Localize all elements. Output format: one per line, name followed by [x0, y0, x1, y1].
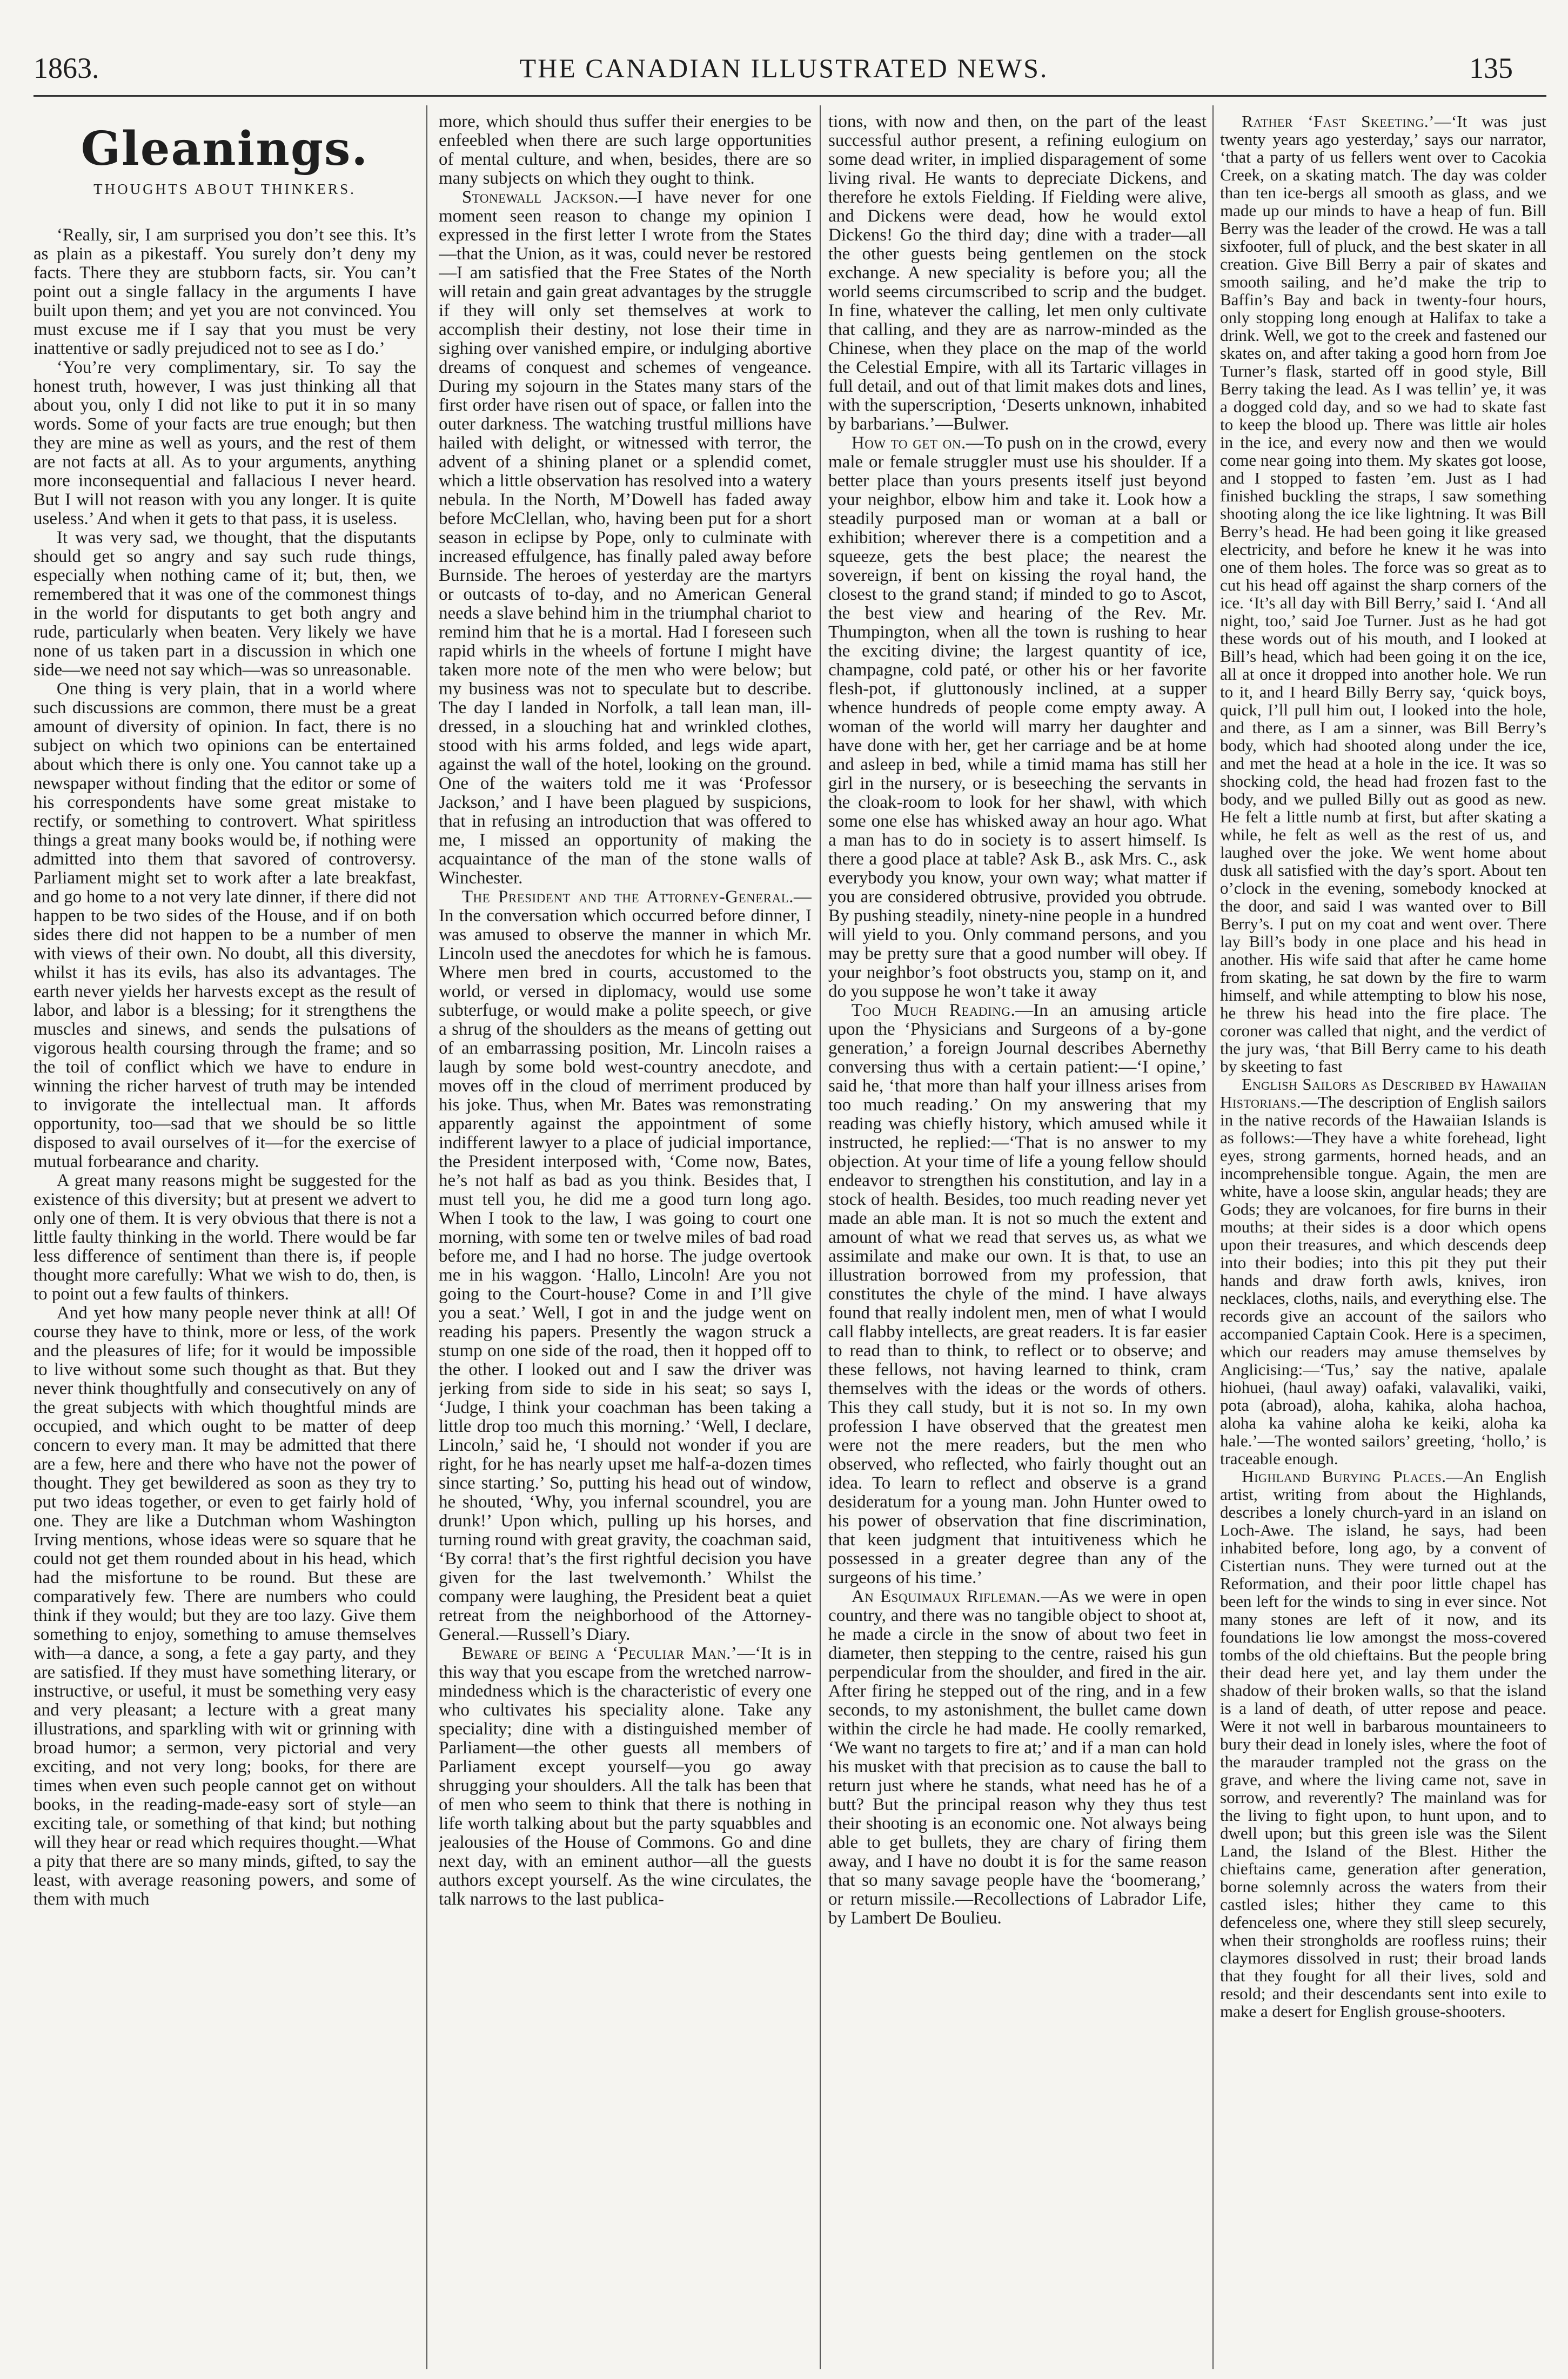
article-paragraph	[1220, 112, 1546, 1075]
article-text: ‘Really, sir, I am surprised you don’t see this. It’s as plain as a pikestaff. You surely don’t deny my facts. There they are stubborn facts, sir. You can’t point out a single fallacy in the arguments I have built upon them; and yet you are not convinced. You must excuse me if I say that you must be very inattentive or sadly prejudiced not to see as I do.’	[33, 225, 416, 358]
article-text: —An English artist, writing from about the Highlands, describes a lonely church-yard in an island on Loch-Awe. The island, he says, had been inhabited before, long ago, by a convent of Cistertian nuns. They were turned out at the Reformation, and their poor little chapel has been left for the winds to sing in ever since. Not many stones are left of it now, and its foundations lie low amongst the moss-covered tombs of the old chieftains. But the people bring their dead here yet, and lay them under the shadow of their broken walls, so that the island is a land of death, of utter repose and peace. Were it not well in barbarous mountaineers to bury their dead in lonely isles, where the foot of the marauder trampled not the grass on the grave, and where the living came not, save in sorrow, and reverently? The mainland was for the living to fight upon, to hunt upon, and to dwell upon; but this green isle was the Silent Land, the Island of the Blest. Hither the chieftains came, generation after generation, borne solemnly across the waters from their castled isles; hither they came to this defenceless one, where they still sleep securely, when their strongholds are roofless ruins; their claymores dissolved in rust; their broad lands that they fought for all their lives, sold and resold; and their descendants sent into exile to make a desert for English grouse-shooters.	[1220, 1467, 1546, 2021]
issue-year: 1863.	[33, 52, 99, 84]
article-text: One thing is very plain, that in a world where such discussions are common, there must be a great amount of diversity of opinion. In fact, there is no subject on which two opinions can be entertained about which there is only one. You cannot take up a newspaper without finding that the editor or some of his correspondents have some great mistake to rectify, or something to controvert. What spiritless things a great many books would be, if nothing were admitted into them that savored of controversy. Parliament might set to work after a late breakfast, and go home to a not very late dinner, if there did not happen to be two sides of the House, and if on both sides there did not happen to be a number of men with views of their own. No doubt, all this diversity, whilst it has its evils, has also its advantages. The earth never yields her harvests except as the result of labor, and labor is a blessing; for it strengthens the muscles and sinews, and sends the pulsations of vigorous health coursing through the frame; and so the toil of conflict which we have to endure in winning the richer harvest of truth may be intended to invigorate the intellectual man. It affords opportunity, too—sad that we should be so little disposed to avail ourselves of it—for the exercise of mutual forbearance and charity.	[33, 679, 416, 1171]
section-title: Gleanings.	[81, 122, 369, 176]
article-heading: Too Much Reading.	[851, 1001, 1016, 1020]
article-text: And yet how many people never think at all! Of course they have to think, more or less, of the work and the pleasures of life; for it would be impossible to live without some such thought as that. But they never think thoughtfully and consecutively on any of the great subjects with which thoughtful minds are occupied, and which ought to be matter of deep concern to every man. It may be admitted that there are a few, here and there who have not the power of thought. They get bewildered as soon as they try to put two ideas together, or even to get fairly hold of one. They are like a Dutchman whom Washington Irving mentions, whose ideas were so square that he could not get them rounded about in his head, which had the misfortune to be round. But these are comparatively few. There are numbers who could think if they would; but they are too lazy. Give them something to enjoy, something to amuse themselves with—a dance, a song, a fete a gay party, and they are satisfied. If they must have something literary, or instructive, or useful, it must be something very easy and very pleasant; a lecture with a great many illustrations, and sparkling with wit or grinning with broad humor; a sermon, very pictorial and very exciting, and not very long; books, for there are times when even such people cannot get on without books, in the reading-made-easy sort of style—an exciting tale, or something of that kind; but nothing will they hear or read which requires thought.—What a pity that there are so many minds, gifted, to say the least, with average reasoning powers, and some of them with much	[33, 1303, 416, 1909]
article-paragraph	[33, 528, 416, 680]
article-text: tions, with now and then, on the part of the least successful author present, a refining eulogium on some dead writer, in implied disparagement of some living rival. He wants to depreciate Dickens, and therefore he extols Fielding. If Fielding were alive, and Dickens were dead, how he would extol Dickens! Go the third day; dine with a trader—all the other guests being gentlemen on the stock exchange. A new speciality is before you; all the world seems circumscribed to scrip and the budget. In fine, whatever the calling, let men only cultivate that calling, and they are as narrow-minded as the Chinese, when they place on the map of the world the Celestial Empire, with all its Tartaric villages in full detail, and out of that limit makes dots and lines, with the superscription, ‘Deserts unknown, inhabited by barbarians.’—Bulwer.	[828, 112, 1207, 434]
column-4	[1220, 108, 1546, 2376]
article-text: It was very sad, we thought, that the disputants should get so angry and say such rude things, especially when nothing came of it; but, then, we remembered that it was one of the commonest things in the world for disputants to get both angry and rude, particularly when beaten. Very likely we have none of us taken part in a discussion in which one side—we need not say which—was so unreasonable.	[33, 528, 416, 680]
article-heading: Beware of being a ‘Peculiar Man.’	[461, 1644, 738, 1663]
article-paragraph	[439, 188, 812, 888]
article-paragraph	[33, 226, 416, 358]
article-text: —In the conversation which occurred before dinner, I was amused to observe the manner in which Mr. Lincoln used the anecdotes for which he is famous. Where men bred in courts, accustomed to the world, or versed in diplomacy, would use some subterfuge, or would make a polite speech, or give a shrug of the shoulders as the means of getting out of an embarrassing position, Mr. Lincoln raises a laugh by some bold west-country anecdote, and moves off in the cloud of merriment produced by his joke. Thus, when Mr. Bates was remonstrating apparently against the appointment of some indifferent lawyer to a place of judicial importance, the President interposed with, ‘Come now, Bates, he’s not half as bad as you think. Besides that, I must tell you, he did me a good turn long ago. When I took to the law, I was going to court one morning, with some ten or twelve miles of bad road before me, and I had no horse. The judge overtook me in his waggon. ‘Hallo, Lincoln! Are you not going to the Court-house? Come in and I’ll give you a seat.’ Well, I got in and the judge went on reading his papers. Presently the wagon struck a stump on one side of the road, then it hopped off to the other. I looked out and I saw the driver was jerking from side to side in his seat; so says I, ‘Judge, I think your coachman has been taking a little drop too much this morning.’ ‘Well, I declare, Lincoln,’ said he, ‘I should not wonder if you are right, for he has nearly upset me half-a-dozen times since starting.’ So, putting his head out of window, he shouted, ‘Why, you infernal scoundrel, you are drunk!’ Upon which, pulling up his horses, and turning round with great gravity, the coachman said, ‘By corra! that’s the first rightful decision you have given for the last twelvemonth.’ Whilst the company were laughing, the President beat a quiet retreat from the neighborhood of the Attorney-General.—Russell’s Diary.	[439, 887, 812, 1644]
article-paragraph	[828, 434, 1207, 1001]
column-1	[33, 108, 416, 2372]
header-rule	[33, 95, 1546, 97]
article-heading: English Sailors as Described by Hawaiian Historians.	[1220, 1075, 1546, 1111]
article-text: —To push on in the crowd, every male or female struggler must use his shoulder. If a better place than yours presents itself just beyond your neighbor, elbow him and take it. Look how a steadily purposed man or woman at a ball or exhibition; wherever there is a competition and a squeeze, gets the best place; the nearest the sovereign, if bent on kissing the royal hand, the closest to the grand stand; if minded to go to Ascot, the best view and hearing of the Rev. Mr. Thumpington, when all the town is rushing to hear the exciting divine; the largest quantity of ice, champagne, cold paté, or other his or her favorite flesh-pot, if gluttonously inclined, at a supper whence hundreds of people come empty away. A woman of the world will marry her daughter and have done with her, get her carriage and be at home and asleep in bed, while a timid mama has still her girl in the nursery, or is beseeching the servants in the cloak-room to look for her shawl, with which some one else has whisked away an hour ago. What a man has to do in society is to assert himself. Is there a good place at table? Ask B., ask Mrs. C., ask everybody you know, your own way; what matter if you are considered obtrusive, provided you obtrude. By pushing steadily, ninety-nine people in a hundred will yield to you. Only command persons, and you may be pretty sure that a good number will obey. If your neighbor’s foot obstructs you, stamp on it, and do you suppose he won’t take it away	[828, 433, 1207, 1001]
article-heading: How to get on.	[851, 433, 966, 453]
page-number: 135	[1469, 52, 1513, 84]
article-paragraph	[1220, 1075, 1546, 1467]
column-rule	[820, 105, 821, 2369]
article-heading: Highland Burying Places.	[1242, 1467, 1446, 1486]
article-text: —In an amusing article upon the ‘Physicians and Surgeons of a by-gone generation,’ a foreign Journal describes Abernethy conversing thus with a certain patient:—‘I opine,’ said he, ‘that more than half your illness arises from too much reading.’ On my answering that my reading was chiefly history, which amused while it instructed, he replied:—‘That is no answer to my objection. At your time of life a young fellow should endeavor to strengthen his constitution, and lay in a stock of health. Besides, too much reading never yet made an able man. It is not so much the extent and amount of what we read that serves us, as what we assimilate and make our own. It is that, to use an illustration borrowed from my profession, that constitutes the chyle of the mind. I have always found that really indolent men, men of what I would call flabby intellects, are great readers. It is far easier to read than to think, to reflect or to observe; and these fellows, not having learned to think, cram themselves with the ideas or the words of others. This they call study, but it is not so. In my own profession I have observed that the greatest men were not the mere readers, but the men who observed, who reflected, who fairly thought out an idea. To learn to reflect and observe is a grand desideratum for a young man. John Hunter owed to his power of observation that fine discrimination, that keen judgment that intuitiveness which he possessed in a greater degree than any of the surgeons of his time.’	[828, 1001, 1207, 1587]
article-heading: An Esquimaux Rifleman.	[851, 1587, 1041, 1606]
column-3	[828, 108, 1207, 2376]
article-text: —As we were in open country, and there was no tangible object to shoot at, he made a circle in the snow of about two feet in diameter, then stepping to the centre, raised his gun perpendicular from the shoulder, and fired in the air. After firing he stepped out of the ring, and in a few seconds, to my astonishment, the bullet came down within the circle he had made. He coolly remarked, ‘We want no targets to fire at;’ and if a man can hold his musket with that precision as to cause the ball to return just where he stands, what need has he of a butt? But the principal reason why they thus test their shooting is an economic one. Not always being able to get bullets, they are chary of firing them away, and I have no doubt it is for the same reason that so many savage people have the ‘boomerang,’ or return missile.—Recollections of Labrador Life, by Lambert De Boulieu.	[828, 1587, 1207, 1928]
column-rule	[1212, 105, 1214, 2369]
article-paragraph	[1220, 1467, 1546, 2020]
article-paragraph	[828, 112, 1207, 434]
article-heading: Stonewall Jackson.	[461, 187, 619, 207]
article-paragraph	[439, 112, 812, 188]
article-paragraph	[828, 1001, 1207, 1587]
article-text: A great many reasons might be suggested for the existence of this diversity; but at present we advert to only one of them. It is very obvious that there is not a little faulty thinking in the world. There would be far less difference of sentiment than there is, if people thought more carefully: What we wish to do, then, is to point out a few faults of thinkers.	[33, 1171, 416, 1304]
article-text: —‘It is in this way that you escape from the wretched narrow-mindedness which is the characteristic of every one who cultivates his speciality alone. Take any speciality; dine with a distinguished member of Parliament—the other guests all members of Parliament except yourself—you go away shrugging your shoulders. All the talk has been that of men who seem to think that there is nothing in life worth talking about but the party squabbles and jealousies of the House of Commons. Go and dine next day, with an eminent author—all the guests authors except yourself. As the wine circulates, the talk narrows to the last publica-	[439, 1644, 812, 1909]
article-heading: Rather ‘Fast Skeeting.’	[1242, 112, 1435, 131]
masthead-title: THE CANADIAN ILLUSTRATED NEWS.	[519, 53, 1049, 83]
article-paragraph	[828, 1587, 1207, 1928]
article-paragraph	[439, 888, 812, 1644]
section-subtitle: THOUGHTS ABOUT THINKERS.	[93, 181, 356, 197]
article-paragraph	[33, 1171, 416, 1304]
article-text: more, which should thus suffer their energies to be enfeebled when there are such large opportunities of mental culture, and when, besides, there are so many subjects on which they ought to think.	[439, 112, 812, 188]
article-paragraph	[33, 358, 416, 528]
article-text: —I have never for one moment seen reason to change my opinion I expressed in the first letter I wrote from the States—that the Union, as it was, could never be restored—I am satisfied that the Free States of the North will retain and gain great advantages by the struggle if they will only set themselves at work to accomplish their destiny, not lose their time in sighing over vanished empire, or indulging abortive dreams of conquest and schemes of vengeance. During my sojourn in the States many stars of the first order have risen out of space, or fallen into the outer darkness. The watching trustful millions have hailed with delight, or witnessed with terror, the advent of a shining planet or a splendid comet, which a little observation has resolved into a watery nebula. In the North, M’Dowell has faded away before McClellan, who, having been put for a short season in eclipse by Pope, only to culminate with increased effulgence, has finally paled away before Burnside. The heroes of yesterday are the martyrs or outcasts of to-day, and no American General needs a slave behind him in the triumphal chariot to remind him that he is a mortal. Had I foreseen such rapid whirls in the wheels of fortune I might have taken more note of the men who were below; but my business was not to speculate but to describe. The day I landed in Norfolk, a tall lean man, ill-dressed, in a slouching hat and wrinkled clothes, stood with his arms folded, and legs wide apart, against the wall of the hotel, looking on the ground. One of the waiters told me it was ‘Professor Jackson,’ and I have been plagued by suspicions, that in refusing an introduction that was offered to me, I missed an opportunity of making the acquaintance of the man of the stone walls of Winchester.	[439, 187, 812, 888]
article-heading: The President and the Attorney-General.	[461, 887, 794, 907]
column-2	[439, 108, 812, 2376]
article-text: —The description of English sailors in the native records of the Hawaiian Islands is as follows:—They have a white forehead, light eyes, strong garments, horned heads, and an incomprehensible tongue. Again, the men are white, have a loose skin, angular heads; they are Gods; they are volcanoes, for fire burns in their mouths; at their sides is a door which opens upon their treasures, and which descends deep into their bodies; into this pit they put their hands and draw forth awls, knives, iron necklaces, cloths, nails, and everything else. The records give an account of the sailors who accompanied Captain Cook. Here is a specimen, which our readers may amuse themselves by Anglicising:—‘Tus,’ say the native, apalale hiohuei, (haul away) oafaki, valavaliki, vaiki, pota (abroad), aloha, kahika, aloha hachoa, aloha ka vahine aloha ke keiki, aloha ka hale.’—The wonted sailors’ greeting, ‘hollo,’ is traceable enough.	[1220, 1093, 1546, 1468]
article-text: —‘It was just twenty years ago yesterday,’ says our narrator, ‘that a party of us fellers went over to Cacokia Creek, on a skating match. The day was colder than ten ice-bergs all smooth as glass, and we made up our minds to have a heap of fun. Bill Berry was the leader of the crowd. He was a tall sixfooter, full of pluck, and the best skater in all creation. Give Bill Berry a pair of skates and smooth sailing, and he’d make the trip to Baffin’s Bay and back in twenty-four hours, only stopping long enough at Halifax to take a drink. Well, we got to the creek and fastened our skates on, and after taking a good horn from Joe Turner’s flask, started off in good style, Bill Berry taking the lead. As I was tellin’ ye, it was a dogged cold day, and so we had to skate fast to keep the blood up. There was little air holes in the ice, and every now and then we would come near going into them. My skates got loose, and I stopped to fasten ’em. Just as I had finished buckling the straps, I saw something shooting along the ice like lightning. It was Bill Berry’s head. He had been going it like greased electricity, and before he knew it he was into one of them holes. The force was so great as to cut his head off against the sharp corners of the ice. ‘It’s all day with Bill Berry,’ said I. ‘And all night, too,’ said Joe Turner. Just as he had got these words out of his mouth, and I looked at Bill’s head, which had been going it on the ice, all at once it dropped into another hole. We run to it, and I heard Billy Berry say, ‘quick boys, quick, I’ll pull him out, I looked into the hole, and there, as I am a sinner, was Bill Berry’s body, which had shooted along under the ice, and met the head at a hole in the ice. It was so shocking cold, the head had frozen fast to the body, and we pulled Billy out as good as new. He felt a little numb at first, but after skating a while, he felt as well as the rest of us, and laughed over the joke. We went home about dusk all satisfied with the day’s sport. About ten o’clock in the evening, somebody knocked at the door, and said I was wanted over to Bill Berry’s. I put on my coat and went over. There lay Bill’s body in one place and his head in another. His wife said that after he came home from skating, he sat down by the fire to warm himself, and while attempting to blow his nose, he threw his head into the fire place. The coroner was called that night, and the verdict of the jury was, ‘that Bill Berry came to his death by skeeting to fast	[1220, 112, 1546, 1076]
article-paragraph	[33, 1304, 416, 1909]
column-rule	[426, 105, 427, 2369]
article-text: ‘You’re very complimentary, sir. To say the honest truth, however, I was just thinking all that about you, only I did not like to put it in so many words. Some of your facts are true enough; but then they are mine as well as yours, and the rest of them are not facts at all. As to your arguments, anything more inconsequential and fallacious I never heard. But I will not reason with you any longer. It is quite useless.’ And when it gets to that pass, it is useless.	[33, 358, 416, 528]
article-paragraph	[439, 1644, 812, 1909]
article-paragraph	[33, 680, 416, 1171]
